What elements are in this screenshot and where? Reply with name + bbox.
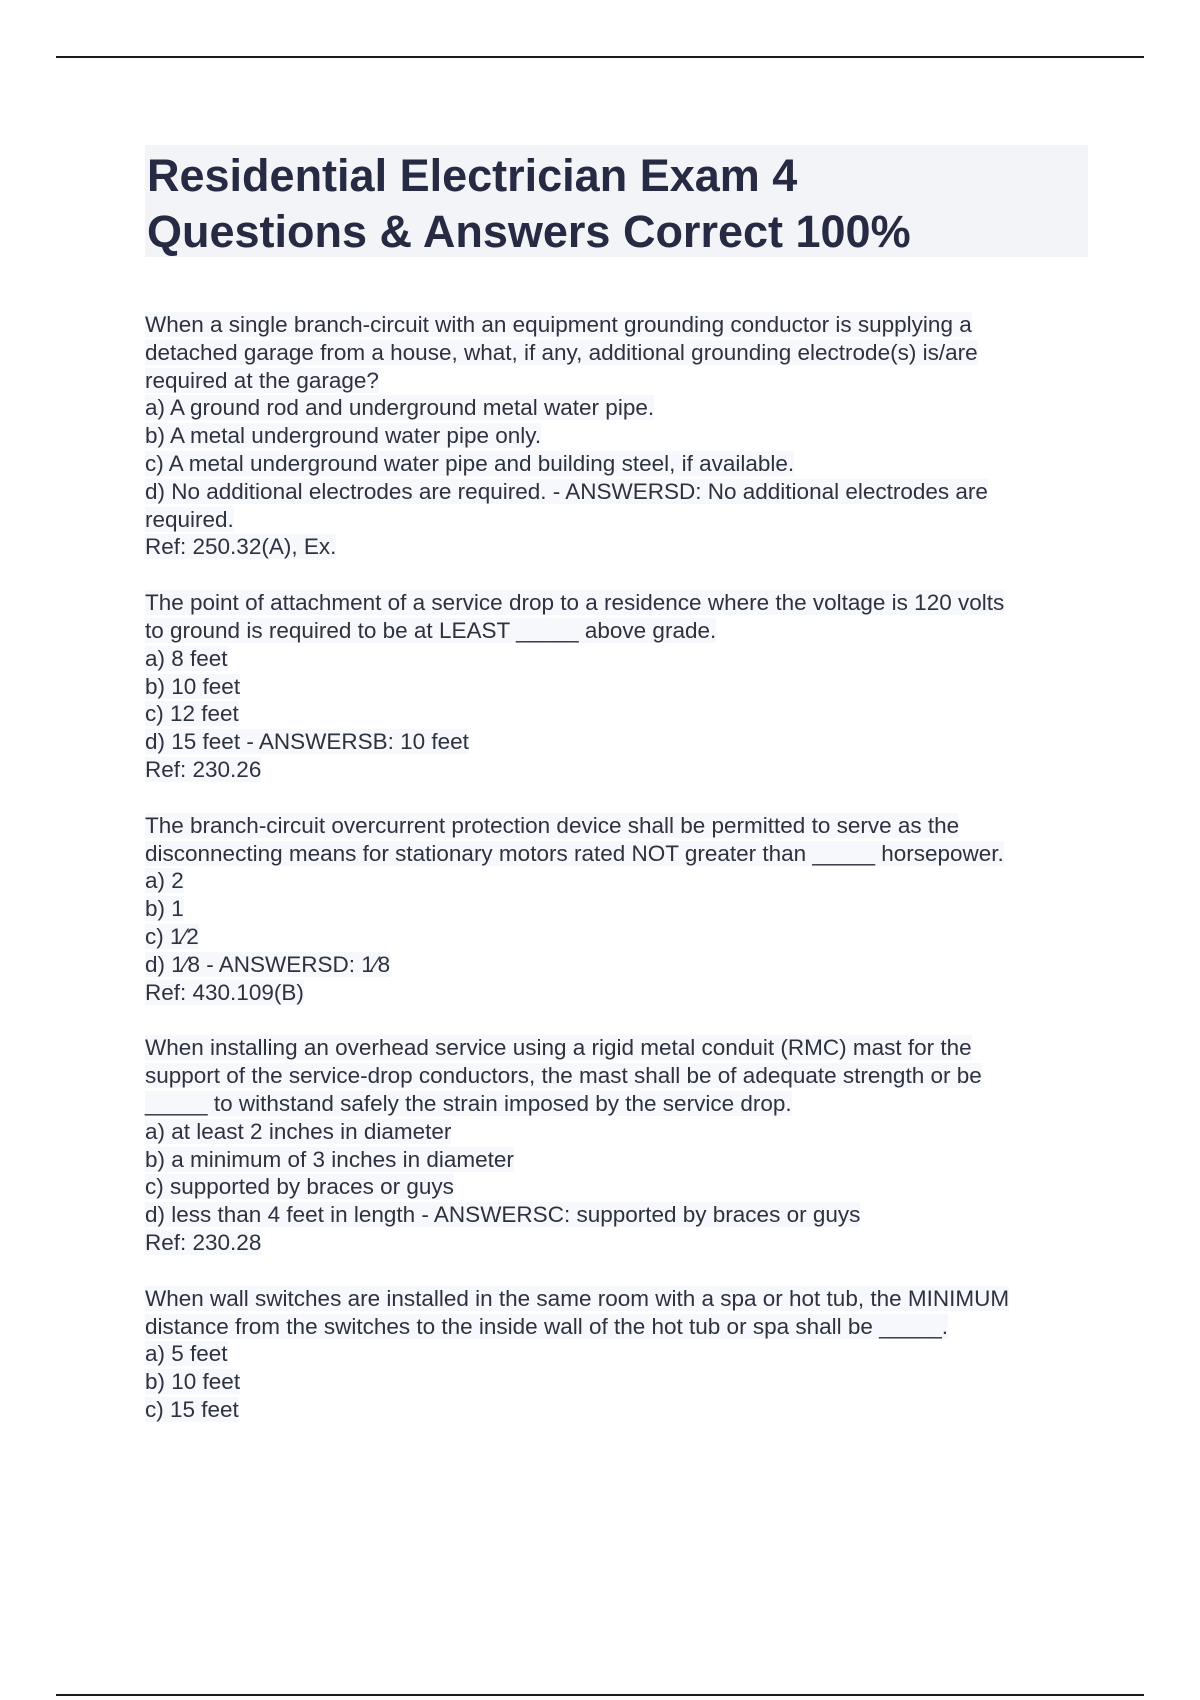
option-a: a) 8 feet (145, 645, 228, 671)
questions-list (145, 311, 1095, 1452)
question-4 (145, 1034, 1095, 1256)
option-b: b) 10 feet (145, 1369, 241, 1395)
question-text-line: The branch-circuit overcurrent protection device shall be permitted to serve as the (145, 812, 960, 838)
question-text-line: The point of attachment of a service drop to a residence where the voltage is 120 volts (145, 590, 1005, 616)
question-text-line: When installing an overhead service using a rigid metal conduit (RMC) mast for the (145, 1035, 972, 1061)
question-text-line: to ground is required to be at LEAST _____ above grade. (145, 617, 717, 643)
question-text-line: disconnecting means for stationary motors rated NOT greater than _____ horsepower. (145, 840, 1004, 866)
question-text-line: distance from the switches to the inside wall of the hot tub or spa shall be _____. (145, 1313, 948, 1339)
question-text-line: When wall switches are installed in the same room with a spa or hot tub, the MINIMUM (145, 1285, 1010, 1311)
option-c: c) 1⁄2 (145, 923, 199, 949)
option-a: a) 5 feet (145, 1341, 228, 1367)
reference: Ref: 250.32(A), Ex. (145, 534, 337, 560)
question-1 (145, 311, 1095, 561)
answer-continuation: required. (145, 506, 234, 532)
option-b: b) a minimum of 3 inches in diameter (145, 1146, 514, 1172)
question-5 (145, 1285, 1095, 1424)
option-b: b) A metal underground water pipe only. (145, 423, 542, 449)
top-rule (56, 56, 1144, 58)
question-text-line: When a single branch-circuit with an equipment grounding conductor is supplying a (145, 312, 972, 337)
option-d-answer: d) 1⁄8 - ANSWERSD: 1⁄8 (145, 951, 391, 977)
option-c: c) 12 feet (145, 701, 239, 727)
option-b: b) 1 (145, 896, 184, 922)
option-a: a) at least 2 inches in diameter (145, 1118, 452, 1144)
option-c: c) supported by braces or guys (145, 1174, 454, 1200)
option-c: c) 15 feet (145, 1396, 239, 1422)
option-b: b) 10 feet (145, 673, 241, 699)
question-2 (145, 589, 1095, 784)
option-d-answer: d) No additional electrodes are required. - ANSWERSD: No additional electrodes are (145, 478, 988, 504)
option-c: c) A metal underground water pipe and building steel, if available. (145, 450, 795, 476)
reference: Ref: 230.28 (145, 1229, 262, 1255)
option-d-answer: d) less than 4 feet in length - ANSWERSC: supported by braces or guys (145, 1202, 861, 1228)
question-text-line: detached garage from a house, what, if any, additional grounding electrode(s) is/are (145, 339, 978, 365)
bottom-rule (56, 1694, 1144, 1696)
question-text-line: support of the service-drop conductors, the mast shall be of adequate strength or be (145, 1063, 982, 1089)
question-3 (145, 812, 1095, 1007)
document-title (145, 145, 1088, 257)
reference: Ref: 430.109(B) (145, 979, 304, 1005)
option-a: a) 2 (145, 868, 184, 894)
question-text-line: required at the garage? (145, 367, 379, 393)
reference: Ref: 230.26 (145, 756, 262, 782)
option-d-answer: d) 15 feet - ANSWERSB: 10 feet (145, 729, 469, 755)
option-a: a) A ground rod and underground metal water pipe. (145, 395, 655, 421)
title-line-1: Residential Electrician Exam 4 (147, 150, 798, 201)
question-text-line: _____ to withstand safely the strain imposed by the service drop. (145, 1090, 792, 1116)
title-line-2: Questions & Answers Correct 100% (147, 206, 911, 257)
